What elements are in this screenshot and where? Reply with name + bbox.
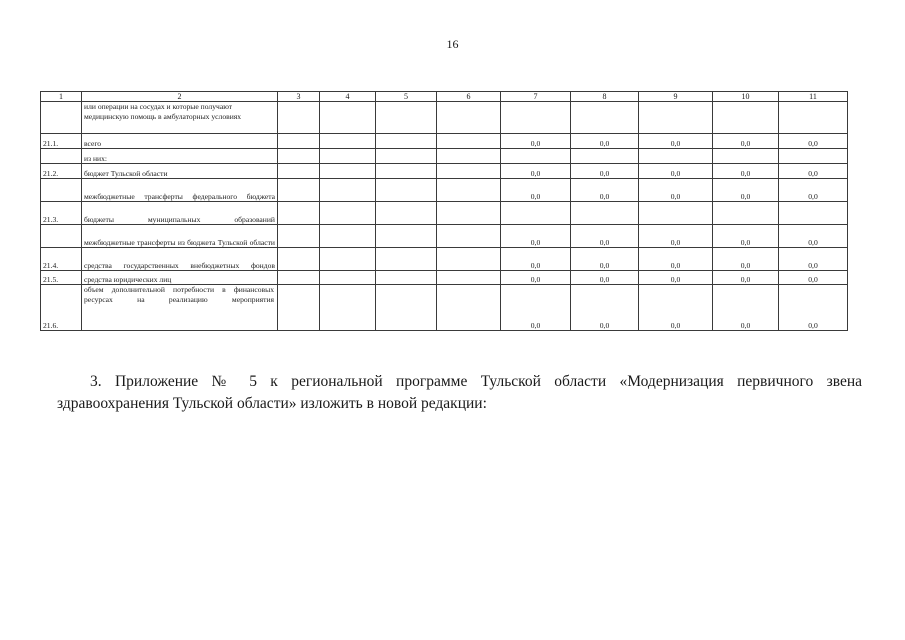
cell-value: 0,0 [639,179,713,202]
cell-value: 0,0 [639,225,713,248]
cell-value: 0,0 [713,134,779,149]
column-header: 3 [278,92,320,102]
row-number: 21.1. [41,134,82,149]
row-label: всего [82,134,278,149]
row-label: средства государственных внебюджетных фондов [82,248,278,271]
cell-value [278,202,320,225]
table-row [41,179,848,202]
row-label: или операции на сосудах и которые получают медицинскую помощь в амбулаторных условиях [82,102,278,134]
row-number [41,179,82,202]
cell-value [713,202,779,225]
cell-value [320,149,376,164]
cell-value [501,149,571,164]
cell-value [437,179,501,202]
cell-value [278,285,320,331]
budget-table [40,91,848,331]
row-label: средства юридических лиц [82,271,278,285]
row-number [41,102,82,134]
cell-value [437,102,501,134]
body-paragraph: 3. Приложение № 5 к региональной программе Тульской области «Модернизация первичного звена здравоохранения Тульской области» изложить в новой редакции: [57,372,862,412]
table-row [41,102,848,134]
cell-value [376,102,437,134]
cell-value [278,179,320,202]
table-row [41,164,848,179]
cell-value [278,271,320,285]
cell-value: 0,0 [779,285,848,331]
cell-value [437,248,501,271]
cell-value: 0,0 [501,179,571,202]
cell-value [437,149,501,164]
cell-value [320,179,376,202]
cell-value [320,134,376,149]
cell-value: 0,0 [779,271,848,285]
cell-value: 0,0 [571,134,639,149]
table-row [41,134,848,149]
table-row [41,225,848,248]
row-number [41,225,82,248]
cell-value [713,149,779,164]
column-header: 6 [437,92,501,102]
row-label: бюджет Тульской области [82,164,278,179]
cell-value: 0,0 [639,285,713,331]
cell-value [779,149,848,164]
cell-value [437,164,501,179]
cell-value: 0,0 [713,271,779,285]
cell-value: 0,0 [571,271,639,285]
table-row [41,202,848,225]
cell-value [320,225,376,248]
column-header: 10 [713,92,779,102]
row-number: 21.3. [41,202,82,225]
cell-value [320,202,376,225]
cell-value: 0,0 [713,248,779,271]
cell-value [437,134,501,149]
cell-value [376,285,437,331]
table-row [41,149,848,164]
cell-value [320,248,376,271]
cell-value: 0,0 [779,225,848,248]
row-number: 21.4. [41,248,82,271]
cell-value: 0,0 [571,164,639,179]
row-label: из них: [82,149,278,164]
page-number: 16 [446,37,459,51]
cell-value [320,102,376,134]
cell-value: 0,0 [713,285,779,331]
cell-value: 0,0 [779,248,848,271]
cell-value: 0,0 [779,164,848,179]
cell-value [779,202,848,225]
cell-value: 0,0 [571,248,639,271]
cell-value: 0,0 [639,164,713,179]
cell-value [437,271,501,285]
column-header: 9 [639,92,713,102]
cell-value [376,149,437,164]
cell-value [501,202,571,225]
row-label: бюджеты муниципальных образований [82,202,278,225]
cell-value [278,134,320,149]
cell-value: 0,0 [501,164,571,179]
cell-value: 0,0 [501,134,571,149]
row-number: 21.6. [41,285,82,331]
cell-value [320,164,376,179]
cell-value [278,149,320,164]
cell-value: 0,0 [713,179,779,202]
row-number [41,149,82,164]
cell-value: 0,0 [501,285,571,331]
column-header: 8 [571,92,639,102]
cell-value: 0,0 [713,164,779,179]
table-row [41,285,848,331]
cell-value [376,179,437,202]
cell-value [437,225,501,248]
table-header-row [41,92,848,102]
cell-value [639,149,713,164]
column-header: 2 [82,92,278,102]
cell-value [278,248,320,271]
cell-value [571,149,639,164]
cell-value [571,202,639,225]
cell-value: 0,0 [571,225,639,248]
cell-value [639,102,713,134]
cell-value [376,164,437,179]
cell-value: 0,0 [713,225,779,248]
table-row [41,271,848,285]
cell-value: 0,0 [501,271,571,285]
cell-value [639,202,713,225]
row-label: межбюджетные трансферты из бюджета Тульской области [82,225,278,248]
cell-value [320,285,376,331]
column-header: 7 [501,92,571,102]
cell-value: 0,0 [501,248,571,271]
cell-value: 0,0 [779,179,848,202]
cell-value [278,164,320,179]
column-header: 4 [320,92,376,102]
cell-value [779,102,848,134]
cell-value: 0,0 [639,248,713,271]
cell-value [320,271,376,285]
cell-value: 0,0 [779,134,848,149]
column-header: 1 [41,92,82,102]
cell-value: 0,0 [571,179,639,202]
cell-value [376,271,437,285]
cell-value [437,285,501,331]
cell-value [376,134,437,149]
row-label: межбюджетные трансферты федерального бюджета [82,179,278,202]
cell-value [376,248,437,271]
cell-value [501,102,571,134]
cell-value [376,202,437,225]
cell-value [376,225,437,248]
cell-value: 0,0 [639,134,713,149]
cell-value [278,102,320,134]
cell-value [571,102,639,134]
cell-value [437,202,501,225]
column-header: 5 [376,92,437,102]
row-number: 21.2. [41,164,82,179]
cell-value [278,225,320,248]
row-number: 21.5. [41,271,82,285]
cell-value: 0,0 [501,225,571,248]
column-header: 11 [779,92,848,102]
table-row [41,248,848,271]
cell-value [713,102,779,134]
cell-value: 0,0 [639,271,713,285]
cell-value: 0,0 [571,285,639,331]
row-label: объем дополнительной потребности в финансовых ресурсах на реализацию мероприятия [82,285,278,331]
